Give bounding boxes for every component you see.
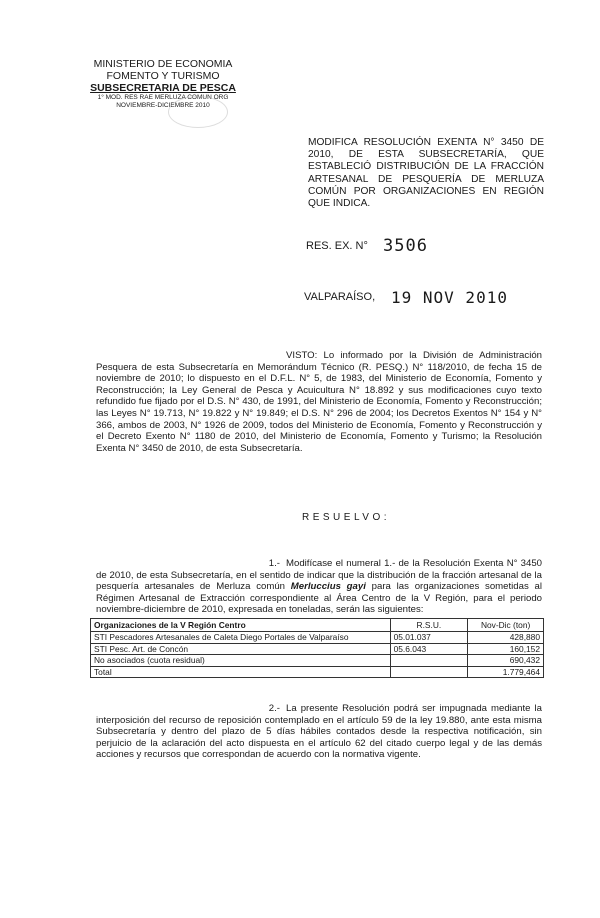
visto-text: VISTO: Lo informado por la División de Administración Pesquera de esta Subsecretaría en Memorándum Técnico (R. PESQ.) N° 118/2010, de fecha 15 de noviembre de 2010; lo dispuesto en el D.F.L. N° 5, de 1983, del Ministerio de Economía, Fomento y Reconstrucción; la Ley General de Pesca y Acuicultura N° 18.892 y sus modificaciones cuyo texto refundido fue fijado por el D.S. N° 430, de 1991, del Ministerio de Economía, Fomento y Reconstrucción; las Leyes N° 19.713, N° 19.822 y N° 19.849; el D.S. N° 296 de 2004; los Decretos Exentos N° 154 y N° 366, ambos de 2003, N° 1926 de 2009, todos del Ministerio de Economía, Fomento y Reconstrucción y el Decreto Exento N° 1180 de 2010, del Ministerio de Economía, Fomento y Turismo; la Resolución Exenta N° 3450 de 2010, de esta Subsecretaría. <box>96 350 542 454</box>
article-2-number: 2.- <box>268 703 280 714</box>
table-cell: Total <box>91 666 391 678</box>
letterhead-note: 1° MOD. RES RAE MERLUZA COMUN ORG <box>97 94 229 101</box>
table-cell: No asociados (cuota residual) <box>91 655 391 667</box>
table-row <box>91 655 544 667</box>
article-2-text: La presente Resolución podrá ser impugnada mediante la interposición del recurso de reposición contemplado en el artículo 59 de la ley 19.880, ante esta misma Subsecretaría y dentro del plazo de 5 días hábiles contados desde la respectiva notificación, sin perjuicio de la aclaración del acto dispuesta en el artículo 62 del citado cuerpo legal y de las demás acciones y recursos que correspondan de acuerdo con la normativa vigente. <box>96 703 542 761</box>
article-2 <box>96 703 542 761</box>
table-row <box>91 643 544 655</box>
table-cell: 05.6.043 <box>390 643 468 655</box>
table-header-row <box>91 619 544 632</box>
article-1-number: 1.- <box>268 558 280 569</box>
ministry-name: MINISTERIO DE ECONOMIA <box>93 58 233 70</box>
table-header: R.S.U. <box>390 619 468 632</box>
table-cell: 160,152 <box>468 643 544 655</box>
city-label: VALPARAÍSO, <box>304 291 376 303</box>
distribution-table <box>90 618 544 678</box>
table-cell: STI Pescadores Artesanales de Caleta Diego Portales de Valparaíso <box>91 632 391 644</box>
res-ex-number: 3506 <box>383 236 428 256</box>
table-cell <box>390 655 468 667</box>
table-total-row <box>91 666 544 678</box>
ministry-name-2: FOMENTO Y TURISMO <box>106 70 220 82</box>
table-cell: 428,880 <box>468 632 544 644</box>
table-row <box>91 632 544 644</box>
table-cell: 1.779,464 <box>468 666 544 678</box>
resuelvo-heading: RESUELVO: <box>302 512 390 523</box>
date-stamp: 19 NOV 2010 <box>391 288 508 307</box>
visto-paragraph <box>96 350 542 454</box>
letterhead-period: NOVIEMBRE-DICIEMBRE 2010 <box>116 102 210 109</box>
article-1 <box>96 558 542 616</box>
article-1-text-a: Modifícase el numeral 1.- de la Resolución Exenta N° 3450 de 2010, de esta Subsecretaría, en el sentido de indicar que la distribución de la fracción artesanal de la pesquería artesanales de Merluza común <box>96 558 542 593</box>
subsecretaria-name: SUBSECRETARIA DE PESCA <box>90 82 236 94</box>
table-header: Organizaciones de la V Región Centro <box>91 619 391 632</box>
table-cell: STI Pesc. Art. de Concón <box>91 643 391 655</box>
species-name: Merluccius gayi <box>290 581 366 593</box>
table-header: Nov-Dic (ton) <box>468 619 544 632</box>
table-cell <box>390 666 468 678</box>
table-cell: 05.01.037 <box>390 632 468 644</box>
faded-stamp <box>168 96 228 128</box>
resolution-subject: MODIFICA RESOLUCIÓN EXENTA N° 3450 DE 2010, DE ESTA SUBSECRETARÍA, QUE ESTABLECIÓ DISTRIBUCIÓN DE LA FRACCIÓN ARTESANAL DE PESQUERÍA DE MERLUZA COMÚN POR ORGANIZACIONES EN REGIÓN QUE INDICA. <box>308 137 544 210</box>
table-cell: 690,432 <box>468 655 544 667</box>
article-1-text-b: para las organizaciones sometidas al Régimen Artesanal de Extracción correspondiente al Área Centro de la V Región, para el periodo noviembre-diciembre de 2010, expresada en toneladas, serán las siguientes: <box>96 581 542 616</box>
res-ex-label: RES. EX. N° <box>306 240 368 252</box>
